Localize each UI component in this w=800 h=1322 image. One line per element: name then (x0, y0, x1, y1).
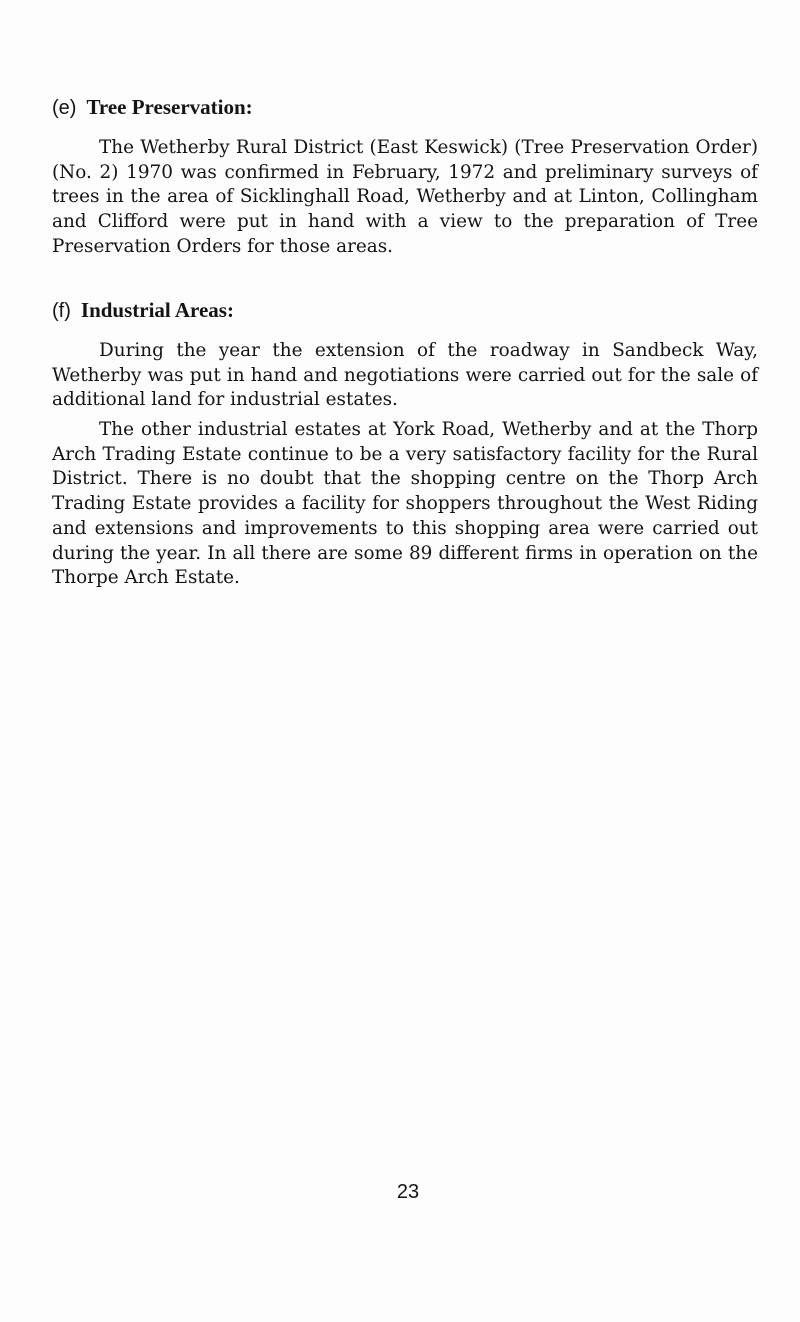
section-title: Industrial Areas: (80, 298, 234, 322)
page-number: 23 (396, 1181, 420, 1203)
paragraph-sandbeck-way: During the year the extension of the roadway in Sandbeck Way, Wetherby was put in hand and negotiations were carried out for the sale of additional land for industrial estates. (52, 340, 758, 411)
document-page (52, 0, 764, 1322)
section-marker: (e) (52, 97, 77, 119)
section-marker: (f) (52, 300, 71, 322)
paragraph-industrial-estates: The other industrial estates at York Road, Wetherby and at the Thorp Arch Trading Estate continue to be a very satisfactory facility for the Rural District. There is no doubt that the shopping centre on the Thorp Arch Trading Estate provides a facility for shoppers throughout the West Riding and extensions and improvements to this shopping area were carried out during the year. In all there are some 89 different firms in operation on the Thorpe Arch Estate. (52, 419, 758, 589)
paragraph-tree-preservation-order: The Wetherby Rural District (East Keswick) (Tree Preservation Order) (No. 2) 1970 was confirmed in February, 1972 and preliminary surveys of trees in the area of Sicklinghall Road, Wetherby and at Linton, Collingham and Clifford were put in hand with a view to the preparation of Tree Preservation Orders for those areas. (52, 137, 758, 257)
section-title: Tree Preservation: (86, 95, 253, 119)
section-heading-industrial-areas (52, 298, 234, 323)
section-heading-tree-preservation (52, 95, 253, 120)
